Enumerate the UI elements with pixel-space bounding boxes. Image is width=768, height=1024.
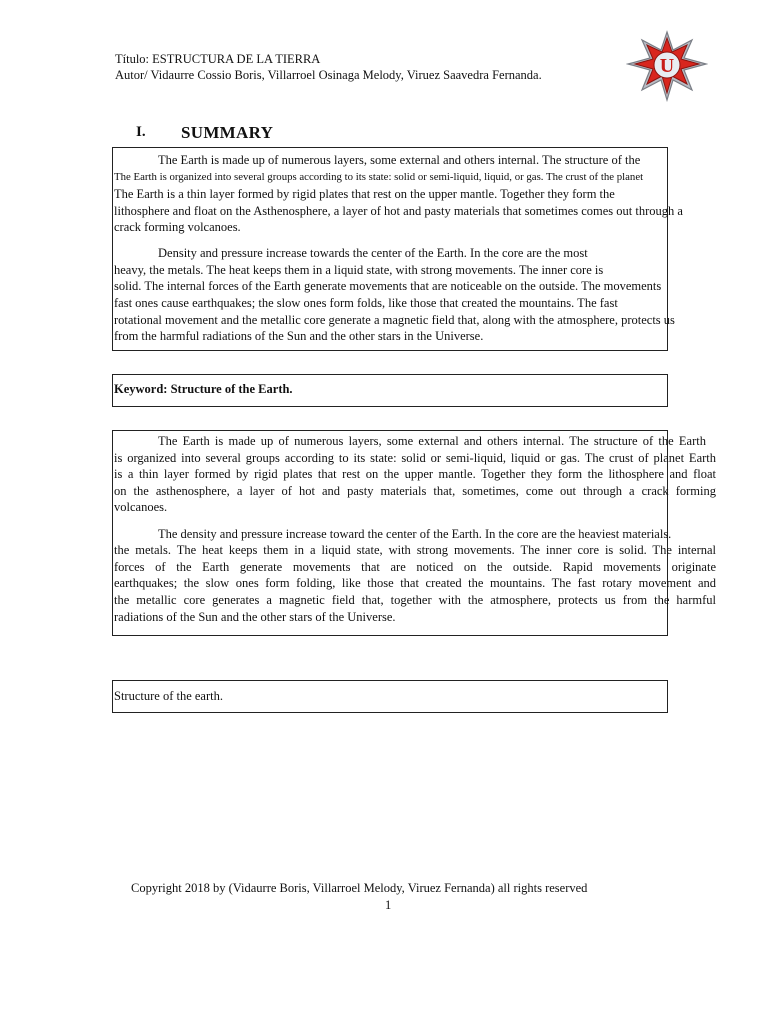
abstract-line: earthquakes; the slow ones form folding, like those that created the mountains. The fast rotary movement and: [114, 576, 716, 590]
abstract-line: on the asthenosphere, a layer of hot and pasty materials that, sometimes, come out through a crack forming: [114, 484, 716, 498]
abstract-line: is a thin layer formed by rigid plates that rest on the upper mantle. Together they form the lithosphere and float: [114, 467, 716, 481]
summary-line: The Earth is made up of numerous layers, some external and others internal. The structure of the: [158, 153, 641, 167]
abstract-line: The Earth is made up of numerous layers, some external and others internal. The structure of the Earth: [158, 434, 706, 448]
summary-line: The Earth is a thin layer formed by rigid plates that rest on the upper mantle. Together they form the: [114, 187, 615, 201]
abstract-line: volcanoes.: [114, 500, 168, 514]
summary-line: Density and pressure increase towards the center of the Earth. In the core are the most: [158, 246, 588, 260]
summary-line: The Earth is organized into several groups according to its state: solid or semi-liquid, liquid, or gas. The crust of the planet: [114, 171, 644, 183]
summary-line: crack forming volcanoes.: [114, 220, 241, 234]
summary-line: fast ones cause earthquakes; the slow ones form folds, like those that created the mountains. The fast: [114, 296, 618, 310]
summary-line: rotational movement and the metallic core generate a magnetic field that, along with the atmosphere, protects us: [114, 313, 675, 327]
document-title: Título: ESTRUCTURA DE LA TIERRA: [115, 52, 321, 66]
document-authors: Autor/ Vidaurre Cossio Boris, Villarroel Osinaga Melody, Viruez Saavedra Fernanda.: [115, 68, 542, 82]
abstract-line: radiations of the Sun and the other stars of the Universe.: [114, 610, 396, 624]
logo-letter: U: [659, 55, 675, 77]
abstract-line: forces of the Earth generate movements that are noticed on the outside. Rapid movements originate: [114, 560, 716, 574]
short-title-text: Structure of the earth.: [114, 689, 223, 703]
abstract-line: The density and pressure increase toward the center of the Earth. In the core are the heaviest materials.: [158, 527, 672, 541]
university-logo-icon: [626, 30, 708, 102]
summary-line: lithosphere and float on the Asthenosphere, a layer of hot and pasty materials that sometimes comes out through a: [114, 204, 683, 218]
keyword-text: Keyword: Structure of the Earth.: [114, 382, 293, 396]
summary-line: from the harmful radiations of the Sun and the other stars in the Universe.: [114, 329, 484, 343]
abstract-line: the metallic core generates a magnetic field that, together with the atmosphere, protects us from the harmful: [114, 593, 716, 607]
summary-line: solid. The internal forces of the Earth generate movements that are noticeable on the outside. The movements: [114, 279, 662, 293]
copyright-footer: Copyright 2018 by (Vidaurre Boris, Villarroel Melody, Viruez Fernanda) all rights reserved: [131, 881, 588, 895]
section-title: SUMMARY: [181, 123, 274, 142]
abstract-line: is organized into several groups according to its state: solid or semi-liquid, liquid or gas. The crust of planet Earth: [114, 451, 716, 465]
summary-line: heavy, the metals. The heat keeps them in a liquid state, with strong movements. The inner core is: [114, 263, 604, 277]
abstract-line: the metals. The heat keeps them in a liquid state, with strong movements. The inner core is solid. The internal: [114, 543, 716, 557]
page-number: 1: [385, 898, 392, 912]
section-number: I.: [136, 124, 146, 140]
